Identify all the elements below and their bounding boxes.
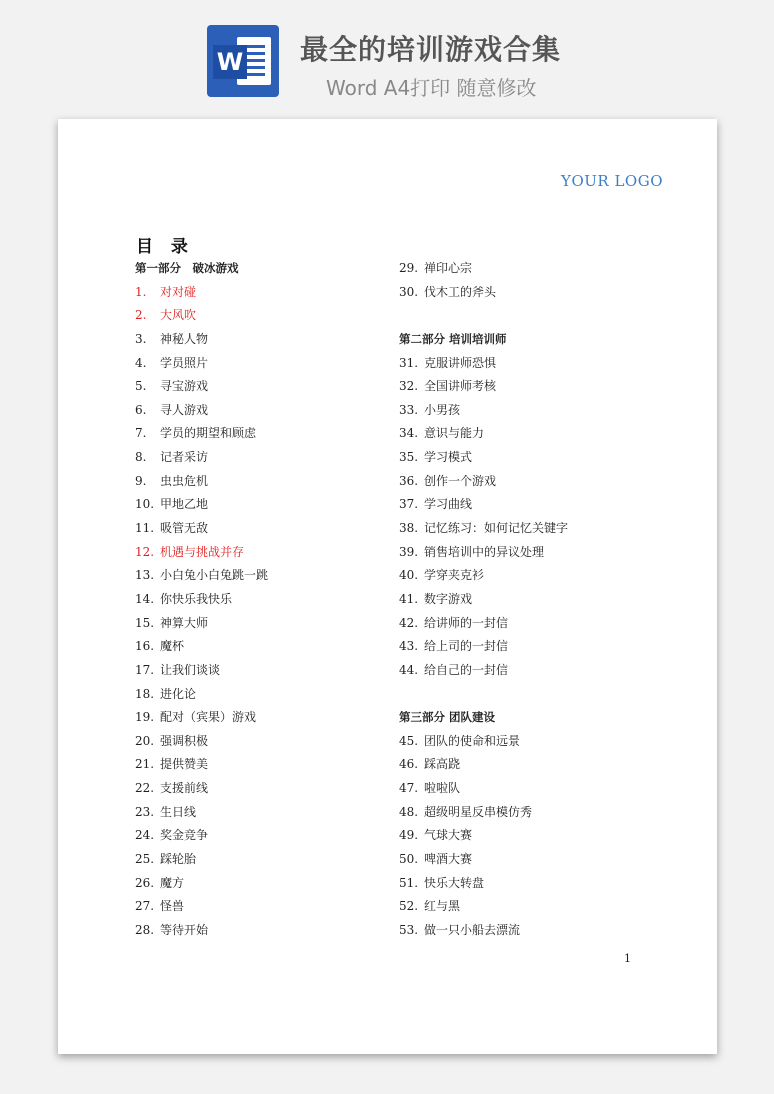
- toc-entry: [399, 281, 568, 305]
- toc-title: 目 录: [136, 237, 194, 257]
- toc-entry-title: 提供赞美: [160, 757, 209, 772]
- toc-entry-title: 气球大赛: [424, 828, 473, 843]
- toc-entry-title: 让我们谈谈: [160, 662, 221, 677]
- toc-entry-title: 创作一个游戏: [424, 473, 497, 488]
- toc-entry-number: 15.: [135, 615, 155, 630]
- toc-entry-number: 2.: [135, 308, 147, 323]
- toc-entry-number: 53.: [399, 922, 419, 937]
- toc-entry: [399, 564, 568, 588]
- toc-entry-title: 进化论: [160, 686, 197, 701]
- toc-spacer: [399, 683, 568, 707]
- banner-title: 最全的培训游戏合集: [300, 33, 562, 66]
- toc-entry: [399, 517, 568, 541]
- toc-entry: [135, 919, 268, 943]
- toc-entry: [399, 446, 568, 470]
- banner: [0, 0, 774, 118]
- toc-entry: [135, 422, 268, 446]
- toc-entry: [399, 612, 568, 636]
- toc-entry-number: 48.: [399, 804, 419, 819]
- toc-entry: [135, 304, 268, 328]
- toc-entry-number: 49.: [399, 828, 419, 843]
- toc-entry-number: 35.: [399, 450, 419, 465]
- toc-entry: [135, 352, 268, 376]
- toc-entry-title: 做一只小船去漂流: [424, 922, 521, 937]
- toc-entry: [399, 470, 568, 494]
- toc-entry-title: 给讲师的一封信: [424, 615, 509, 630]
- toc-entry-title: 学习模式: [424, 450, 473, 465]
- document-page: [58, 119, 717, 1054]
- toc-entry: [399, 753, 568, 777]
- toc-entry-title: 强调积极: [160, 733, 209, 748]
- toc-entry: [135, 635, 268, 659]
- toc-entry-title: 红与黑: [424, 899, 461, 914]
- toc-entry: [399, 422, 568, 446]
- toc-entry-title: 大风吹: [160, 308, 197, 323]
- logo-text: YOUR LOGO: [561, 172, 663, 190]
- toc-section-heading: 第三部分 团队建设: [399, 710, 496, 725]
- toc-entry: [135, 541, 268, 565]
- toc-entry-number: 19.: [135, 710, 155, 725]
- toc-entry-number: 43.: [399, 639, 419, 654]
- toc-entry-title: 啦啦队: [424, 781, 461, 796]
- toc-entry: [135, 777, 268, 801]
- toc-entry-number: 38.: [399, 521, 419, 536]
- toc-entry: [399, 777, 568, 801]
- toc-entry-number: 6.: [135, 402, 147, 417]
- toc-entry: [135, 517, 268, 541]
- toc-entry-number: 34.: [399, 426, 419, 441]
- toc-entry-number: 40.: [399, 568, 419, 583]
- toc-entry-title: 记忆练习：如何记忆关键字: [424, 521, 569, 536]
- toc-entry-number: 52.: [399, 899, 419, 914]
- toc-entry-title: 数字游戏: [424, 591, 473, 606]
- toc-entry-title: 小男孩: [424, 402, 461, 417]
- toc-entry: [399, 375, 568, 399]
- toc-entry: [135, 683, 268, 707]
- toc-entry-number: 22.: [135, 781, 155, 796]
- toc-entry-title: 神秘人物: [160, 331, 209, 346]
- toc-left-column: [135, 257, 268, 943]
- toc-entry-number: 3.: [135, 331, 147, 346]
- toc-entry: [135, 470, 268, 494]
- page-number: 1: [624, 952, 631, 965]
- toc-entry-number: 44.: [399, 662, 419, 677]
- toc-section-heading: 第二部分 培训培训师: [399, 331, 507, 346]
- toc-entry-title: 学员照片: [160, 355, 209, 370]
- word-letter-badge: W: [213, 45, 247, 79]
- toc-entry-title: 机遇与挑战并存: [160, 544, 245, 559]
- toc-entry-number: 7.: [135, 426, 147, 441]
- toc-entry-number: 16.: [135, 639, 155, 654]
- toc-entry-title: 快乐大转盘: [424, 875, 485, 890]
- toc-entry-title: 团队的使命和远景: [424, 733, 521, 748]
- toc-entry-title: 魔杯: [160, 639, 185, 654]
- toc-entry-title: 超级明星反串模仿秀: [424, 804, 533, 819]
- toc-entry: [135, 659, 268, 683]
- toc-entry: [399, 659, 568, 683]
- toc-entry-number: 41.: [399, 591, 419, 606]
- toc-entry-title: 踩轮胎: [160, 852, 197, 867]
- toc-entry-title: 吸管无敌: [160, 521, 209, 536]
- toc-entry-number: 17.: [135, 662, 155, 677]
- toc-entry: [135, 446, 268, 470]
- toc-entry-title: 克服讲师恐惧: [424, 355, 497, 370]
- toc-entry-number: 1.: [135, 284, 147, 299]
- toc-entry: [399, 257, 568, 281]
- toc-entry: [135, 493, 268, 517]
- toc-entry-title: 寻人游戏: [160, 402, 209, 417]
- toc-entry-number: 10.: [135, 497, 155, 512]
- toc-entry-number: 28.: [135, 922, 155, 937]
- toc-entry: [399, 919, 568, 943]
- toc-right-column: [399, 257, 568, 943]
- toc-entry: [135, 706, 268, 730]
- toc-entry-number: 11.: [135, 521, 155, 536]
- toc-entry-title: 给自己的一封信: [424, 662, 509, 677]
- toc-entry: [399, 730, 568, 754]
- toc-entry-number: 23.: [135, 804, 155, 819]
- toc-entry-title: 意识与能力: [424, 426, 485, 441]
- toc-entry-number: 47.: [399, 781, 419, 796]
- toc-entry-number: 25.: [135, 852, 155, 867]
- toc-entry-number: 42.: [399, 615, 419, 630]
- toc-entry-number: 27.: [135, 899, 155, 914]
- toc-entry-number: 14.: [135, 591, 155, 606]
- toc-entry-number: 32.: [399, 379, 419, 394]
- toc-entry: [399, 493, 568, 517]
- toc-entry-number: 24.: [135, 828, 155, 843]
- toc-entry-number: 18.: [135, 686, 155, 701]
- toc-entry-number: 26.: [135, 875, 155, 890]
- toc-entry-title: 学穿夹克衫: [424, 568, 485, 583]
- toc-entry: [399, 895, 568, 919]
- toc-entry-title: 寻宝游戏: [160, 379, 209, 394]
- toc-entry-title: 禅印心宗: [424, 261, 473, 275]
- toc-entry-title: 虫虫危机: [160, 473, 209, 488]
- banner-subtitle: Word A4打印 随意修改: [326, 76, 537, 100]
- toc-entry-title: 奖金竞争: [160, 828, 209, 843]
- toc-entry: [135, 399, 268, 423]
- toc-entry: [399, 399, 568, 423]
- toc-entry-number: 20.: [135, 733, 155, 748]
- toc-entry-number: 9.: [135, 473, 147, 488]
- toc-entry: [399, 801, 568, 825]
- toc-entry-number: 37.: [399, 497, 419, 512]
- toc-entry-number: 4.: [135, 355, 147, 370]
- toc-entry-title: 啤酒大赛: [424, 852, 473, 867]
- toc-spacer: [399, 304, 568, 328]
- toc-entry-number: 8.: [135, 450, 147, 465]
- toc-entry: [135, 824, 268, 848]
- toc-entry-title: 伐木工的斧头: [424, 284, 497, 299]
- toc-entry-title: 神算大师: [160, 615, 209, 630]
- toc-entry-title: 魔方: [160, 875, 185, 890]
- toc-entry-title: 生日线: [160, 804, 197, 819]
- toc-entry-number: 13.: [135, 568, 155, 583]
- toc-entry-number: 39.: [399, 544, 419, 559]
- toc-entry-title: 学习曲线: [424, 497, 473, 512]
- toc-entry: [135, 375, 268, 399]
- toc-entry-title: 甲地乙地: [160, 497, 209, 512]
- toc-entry: [399, 352, 568, 376]
- toc-entry: [399, 588, 568, 612]
- toc-section-heading: 第一部分 破冰游戏: [135, 261, 239, 275]
- toc-entry: [399, 848, 568, 872]
- toc-entry-number: 21.: [135, 757, 155, 772]
- toc-entry: [135, 753, 268, 777]
- toc-entry: [135, 730, 268, 754]
- toc-entry-number: 46.: [399, 757, 419, 772]
- toc-entry: [135, 564, 268, 588]
- toc-entry-number: 45.: [399, 733, 419, 748]
- toc-entry-title: 全国讲师考核: [424, 379, 497, 394]
- toc-entry-title: 踩高跷: [424, 757, 461, 772]
- toc-entry: [135, 895, 268, 919]
- toc-entry: [135, 328, 268, 352]
- toc-entry: [135, 872, 268, 896]
- toc-entry-title: 等待开始: [160, 922, 209, 937]
- toc-entry: [399, 635, 568, 659]
- toc-entry: [135, 588, 268, 612]
- toc-entry-number: 29.: [399, 261, 419, 275]
- word-doc-icon: [207, 25, 279, 97]
- toc-entry-title: 对对碰: [160, 284, 197, 299]
- toc-entry-title: 给上司的一封信: [424, 639, 509, 654]
- toc-entry-number: 5.: [135, 379, 147, 394]
- toc-entry: [135, 848, 268, 872]
- toc-entry-number: 51.: [399, 875, 419, 890]
- toc-entry-title: 配对（宾果）游戏: [160, 710, 257, 725]
- toc-entry-title: 你快乐我快乐: [160, 591, 233, 606]
- toc-entry-number: 31.: [399, 355, 419, 370]
- toc-entry-title: 销售培训中的异议处理: [424, 544, 545, 559]
- toc-entry: [399, 541, 568, 565]
- toc-entry-number: 12.: [135, 544, 155, 559]
- toc-entry-number: 36.: [399, 473, 419, 488]
- toc-entry: [399, 824, 568, 848]
- toc-entry-title: 记者采访: [160, 450, 209, 465]
- toc-entry-title: 小白兔小白兔跳一跳: [160, 568, 269, 583]
- toc-entry-number: 50.: [399, 852, 419, 867]
- toc-entry: [135, 801, 268, 825]
- toc-entry-number: 33.: [399, 402, 419, 417]
- toc-entry: [135, 612, 268, 636]
- toc-entry: [399, 872, 568, 896]
- toc-entry: [135, 281, 268, 305]
- toc-entry-title: 支援前线: [160, 781, 209, 796]
- toc-entry-title: 怪兽: [160, 899, 185, 914]
- toc-entry-title: 学员的期望和顾虑: [160, 426, 257, 441]
- toc-entry-number: 30.: [399, 284, 419, 299]
